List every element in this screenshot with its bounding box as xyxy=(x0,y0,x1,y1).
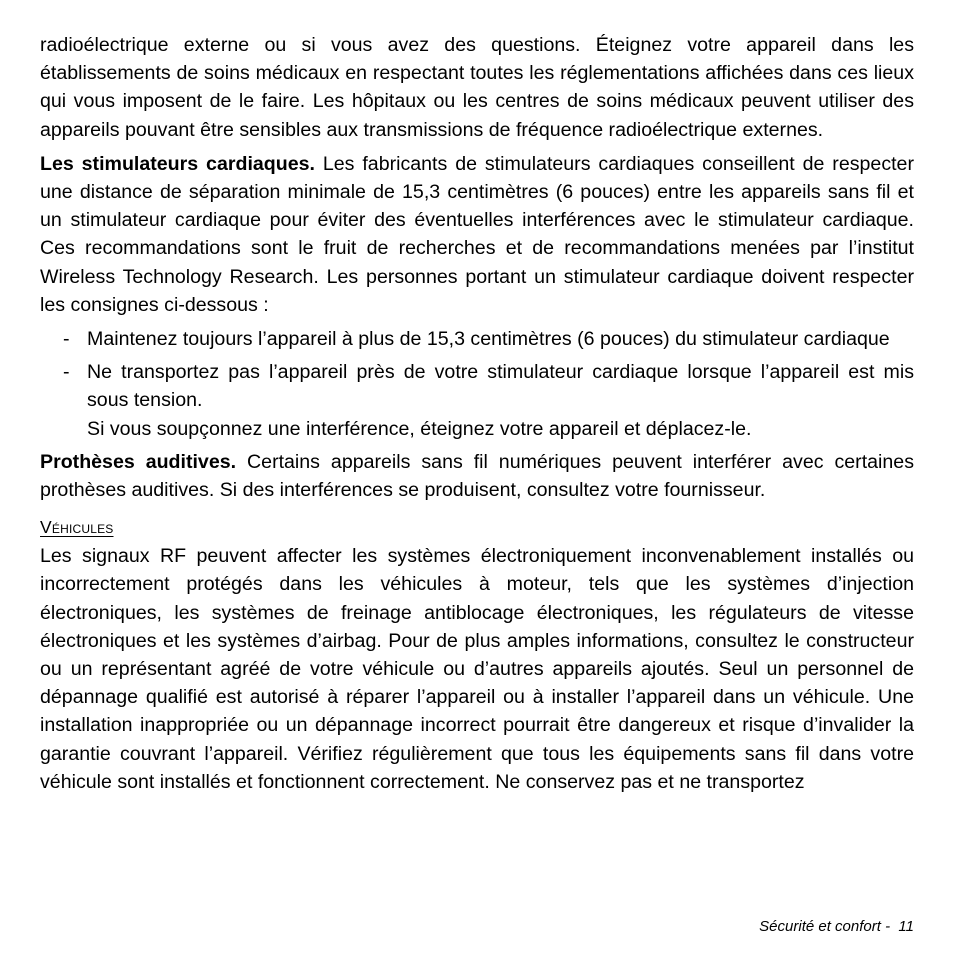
pacemakers-text: Les fabricants de stimulateurs cardiaques conseillent de respecter une distance de séparation minimale de 15,3 centimètres (6 pouces) entre les appareils sans fil et un stimulateur cardiaque pour éviter des éventuelles interférences avec le stimulateur cardiaque. Ces recommandations sont le fruit de recherches et de recommandations menées par l’institut Wireless Technology Research. Les personnes portant un stimulateur cardiaque doivent respecter les consignes ci-dessous : xyxy=(40,152,914,316)
page-footer xyxy=(759,917,914,937)
pacemakers-lead: Les stimulateurs cardiaques. xyxy=(40,152,315,175)
section-heading-vehicles: Véhicules xyxy=(40,517,114,538)
bullet-text: Maintenez toujours l’appareil à plus de 15,3 centimètres (6 pouces) du stimulateur cardiaque xyxy=(87,328,890,351)
vehicles-paragraph: Les signaux RF peuvent affecter les systèmes électroniquement inconvenablement installés ou incorrectement protégés dans les véhicules à moteur, tels que les systèmes d’injection électroniques, les systèmes de freinage antiblocage électroniques, les régulateurs de vitesse électroniques et les systèmes d’airbag. Pour de plus amples informations, consultez le constructeur ou un représentant agréé de votre véhicule ou d’autres appareils ajoutés. Seul un personnel de dépannage qualifié est autorisé à réparer l’appareil ou à installer l’appareil dans un véhicule. Une installation inappropriée ou un dépannage incorrect pourrait être dangereux et risque d’invalider la garantie couvrant l’appareil. Vérifiez régulièrement que tous les équipements sans fil dans votre véhicule sont installés et fonctionnent correctement. Ne conservez pas et ne transportez xyxy=(40,545,914,793)
intro-paragraph: radioélectrique externe ou si vous avez des questions. Éteignez votre appareil dans les établissements de soins médicaux en respectant toutes les réglementations affichées dans ces lieux qui vous imposent de le faire. Les hôpitaux ou les centres de soins médicaux peuvent utiliser des appareils pouvant être sensibles aux transmissions de fréquence radioélectrique externes. xyxy=(40,34,914,141)
list-item xyxy=(40,358,914,443)
bullet-dash: - xyxy=(63,328,70,351)
pacemakers-paragraph xyxy=(40,150,914,319)
document-page xyxy=(40,31,914,802)
footer-section: Sécurité et confort - xyxy=(759,918,891,935)
hearing-aids-paragraph xyxy=(40,448,914,504)
list-item xyxy=(40,325,914,353)
bullet-extra-text: Si vous soupçonnez une interférence, éteignez votre appareil et déplacez-le. xyxy=(87,417,752,440)
hearing-aids-lead: Prothèses auditives. xyxy=(40,450,237,473)
hearing-aids-text: Certains appareils sans fil numériques peuvent interférer avec certaines prothèses auditives. Si des interférences se produisent, consultez votre fournisseur. xyxy=(40,450,914,502)
page-number: 11 xyxy=(898,918,914,935)
bullet-dash: - xyxy=(63,361,70,384)
bullet-text: Ne transportez pas l’appareil près de votre stimulateur cardiaque lorsque l’appareil est mis sous tension. xyxy=(87,361,914,412)
